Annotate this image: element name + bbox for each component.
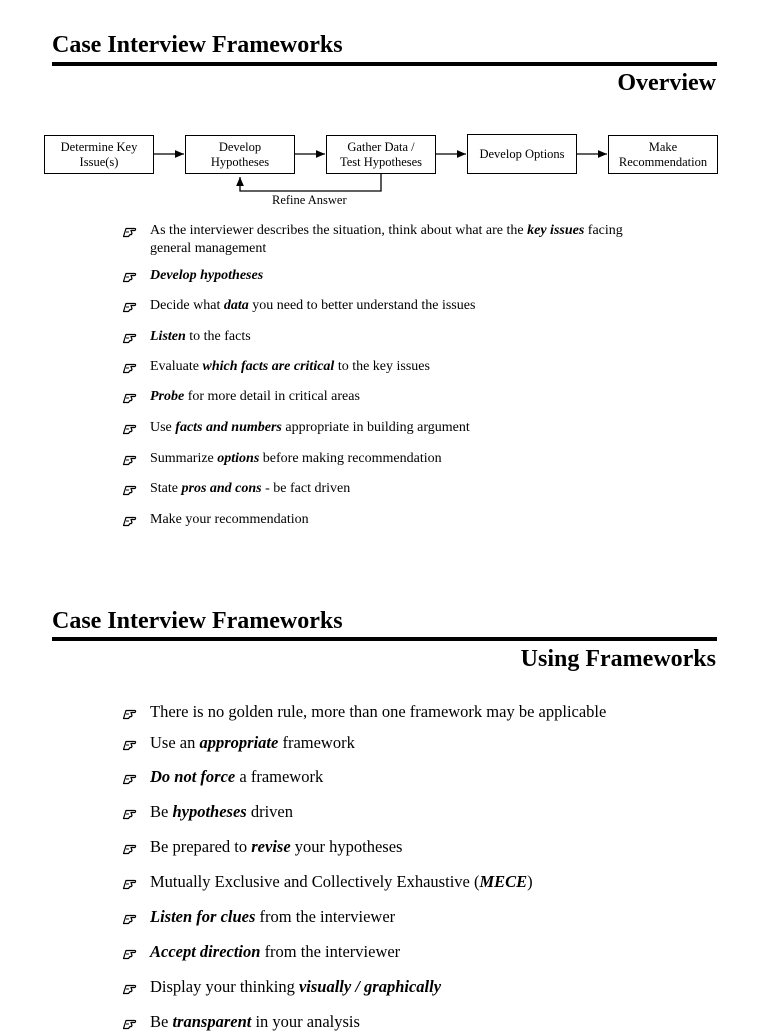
bullet-item [122, 767, 682, 787]
flow-step-determine-key-issues: Determine Key Issue(s) [44, 135, 154, 174]
emphasis-text: pros and cons [181, 481, 262, 496]
bullet-item [122, 872, 682, 892]
pointing-hand-icon [122, 482, 150, 496]
emphasis-text: Listen [150, 329, 186, 344]
section1-subtitle: Overview [617, 70, 716, 96]
emphasis-text: which facts are critical [202, 359, 335, 374]
emphasis-text: Listen for clues [150, 907, 256, 926]
bullet-text: Mutually Exclusive and Collectively Exhaustive (MECE) [150, 872, 533, 891]
emphasis-text: options [217, 451, 260, 466]
emphasis-text: visually / graphically [298, 977, 442, 996]
pointing-hand-icon [122, 705, 150, 719]
section2-rule [52, 637, 717, 641]
bullet-text: Display your thinking visually / graphically [150, 977, 442, 996]
bullet-item [122, 802, 682, 822]
bullet-text: Listen to the facts [150, 329, 251, 344]
pointing-hand-icon [122, 910, 150, 924]
bullet-item [122, 837, 682, 857]
pointing-hand-icon [122, 980, 150, 994]
bullet-text: Be hypotheses driven [150, 802, 293, 821]
bullet-item [122, 297, 642, 315]
refine-answer-label: Refine Answer [272, 193, 347, 207]
bullet-text: Be transparent in your analysis [150, 1012, 360, 1031]
emphasis-text: Probe [150, 389, 185, 404]
pointing-hand-icon [122, 452, 150, 466]
bullet-text: There is no golden rule, more than one framework may be applicable [150, 702, 607, 721]
process-flow-diagram [0, 0, 768, 215]
pointing-hand-icon [122, 1015, 150, 1029]
pointing-hand-icon [122, 390, 150, 404]
section1-title: Case Interview Frameworks [52, 32, 343, 58]
refine-loop-arrow [240, 174, 381, 191]
pointing-hand-icon [122, 875, 150, 889]
pointing-hand-icon [122, 421, 150, 435]
emphasis-text: appropriate [199, 733, 279, 752]
emphasis-text: MECE [479, 872, 528, 891]
section2-title: Case Interview Frameworks [52, 608, 343, 634]
emphasis-text: Develop hypotheses [150, 268, 264, 283]
pointing-hand-icon [122, 736, 150, 750]
bullet-text: Be prepared to revise your hypotheses [150, 837, 403, 856]
bullet-text [150, 267, 263, 285]
bullet-text: Use facts and numbers appropriate in building argument [150, 420, 470, 435]
emphasis-text: Do not force [150, 767, 236, 786]
emphasis-text: facts and numbers [175, 420, 282, 435]
emphasis-text: key issues [527, 223, 585, 238]
bullet-item [122, 977, 682, 997]
pointing-hand-icon [122, 224, 150, 238]
bullet-item [122, 358, 642, 376]
bullet-text: Evaluate which facts are critical to the key issues [150, 359, 430, 374]
bullet-item [122, 222, 642, 258]
bullet-text: Make your recommendation [150, 512, 309, 527]
pointing-hand-icon [122, 360, 150, 374]
emphasis-text: Accept direction [150, 942, 261, 961]
bullet-item [122, 1012, 682, 1032]
bullet-item [122, 907, 682, 927]
bullet-item [122, 267, 642, 285]
bullet-item [122, 511, 642, 529]
bullet-item [122, 450, 642, 468]
flow-step-gather-data: Gather Data / Test Hypotheses [326, 135, 436, 174]
flow-step-develop-options: Develop Options [467, 134, 577, 174]
flow-step-develop-hypotheses: Develop Hypotheses [185, 135, 295, 174]
bullet-item [122, 733, 682, 753]
section2-subtitle: Using Frameworks [520, 646, 716, 672]
emphasis-text: revise [251, 837, 291, 856]
emphasis-text: data [223, 298, 249, 313]
flow-step-make-recommendation: Make Recommendation [608, 135, 718, 174]
pointing-hand-icon [122, 269, 150, 283]
bullet-text: Do not force a framework [150, 767, 324, 786]
bullet-text: As the interviewer describes the situation, think about what are the key issues facing general management [150, 223, 623, 256]
emphasis-text: hypotheses [172, 802, 247, 821]
bullet-item [122, 328, 642, 346]
flow-connectors [0, 0, 768, 215]
pointing-hand-icon [122, 840, 150, 854]
pointing-hand-icon [122, 770, 150, 784]
bullet-text: Listen for clues from the interviewer [150, 907, 396, 926]
emphasis-text: transparent [172, 1012, 252, 1031]
pointing-hand-icon [122, 805, 150, 819]
bullet-item [122, 702, 682, 722]
pointing-hand-icon [122, 330, 150, 344]
pointing-hand-icon [122, 945, 150, 959]
pointing-hand-icon [122, 299, 150, 313]
bullet-item [122, 942, 682, 962]
bullet-text: Use an appropriate framework [150, 733, 355, 752]
bullet-text: State pros and cons - be fact driven [150, 481, 351, 496]
bullet-text: Accept direction from the interviewer [150, 942, 401, 961]
bullet-item [122, 419, 642, 437]
bullet-text: Probe for more detail in critical areas [150, 389, 360, 404]
bullet-item [122, 480, 642, 498]
bullet-text: Summarize options before making recommendation [150, 451, 442, 466]
bullet-item [122, 388, 642, 406]
pointing-hand-icon [122, 513, 150, 527]
bullet-text: Decide what data you need to better understand the issues [150, 298, 476, 313]
